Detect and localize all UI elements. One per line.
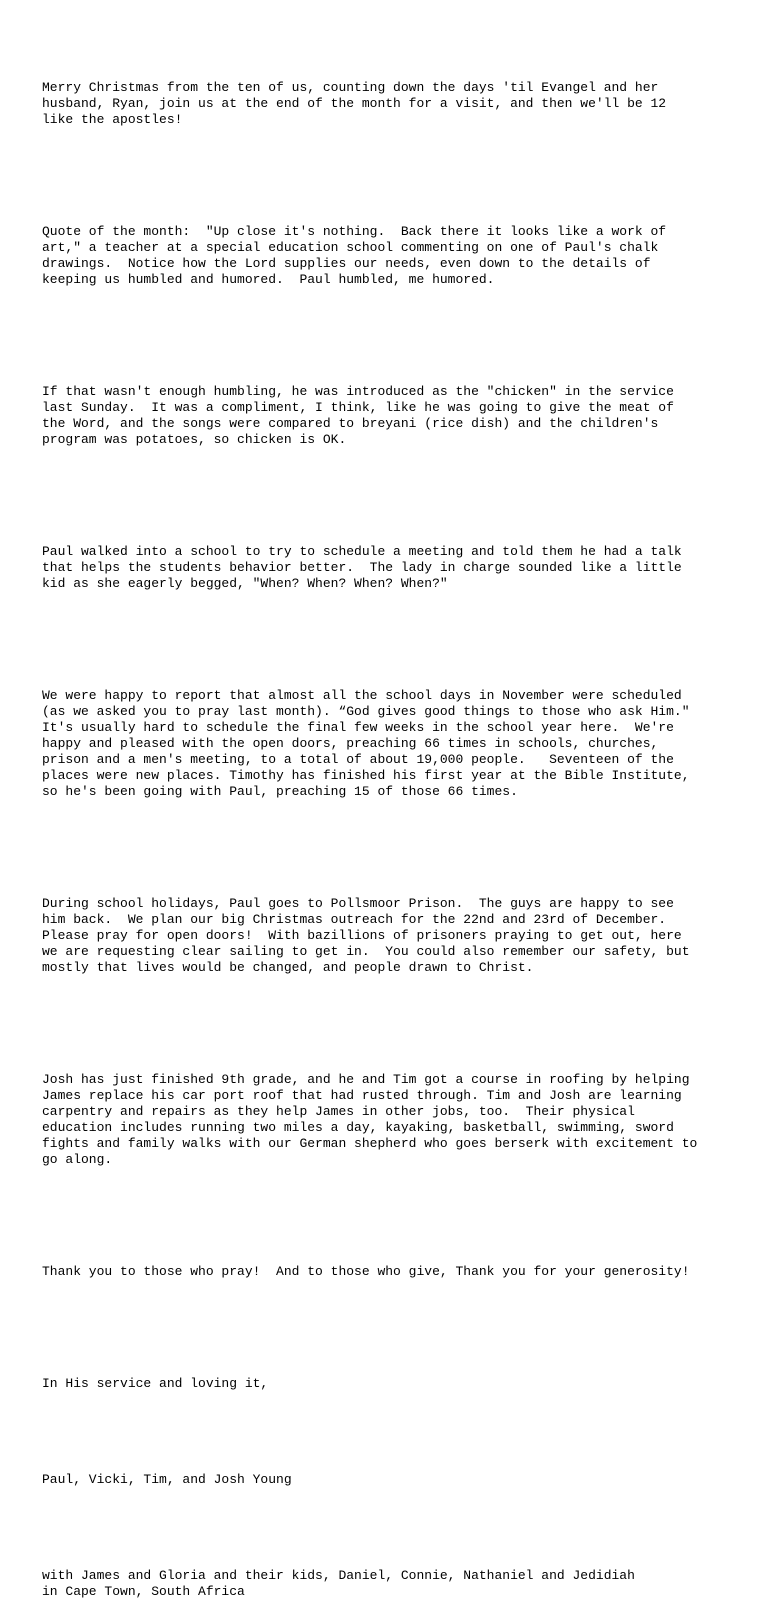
- postscript: with James and Gloria and their kids, Daniel, Connie, Nathaniel and Jedidiah in Cape Town, South Africa: [42, 1568, 635, 1599]
- closing-line: In His service and loving it,: [42, 1376, 269, 1391]
- signature: Paul, Vicki, Tim, and Josh Young: [42, 1472, 292, 1487]
- paragraph-prison: During school holidays, Paul goes to Pollsmoor Prison. The guys are happy to see him back. We plan our big Christmas outreach for the 22nd and 23rd of December. Please pray for open doors! With bazillions of prisoners praying to get out, here we are requesting clear sailing to get in. You could also remember our safety, but mostly that lives would be changed, and people drawn to Christ.: [42, 896, 690, 975]
- paragraph-school-talk: Paul walked into a school to try to schedule a meeting and told them he had a talk that helps the students behavior better. The lady in charge sounded like a little kid as she eagerly begged, "When? When? When? When?": [42, 544, 682, 591]
- paragraph-quote-of-month: Quote of the month: "Up close it's nothing. Back there it looks like a work of art," a teacher at a special education school commenting on one of Paul's chalk drawings. Notice how the Lord supplies our needs, even down to the details of keeping us humbled and humored. Paul humbled, me humored.: [42, 224, 667, 287]
- paragraph-chicken: If that wasn't enough humbling, he was introduced as the "chicken" in the service last Sunday. It was a compliment, I think, like he was going to give the meat of the Word, and the songs were compared to breyani (rice dish) and the children's program was potatoes, so chicken is OK.: [42, 384, 674, 447]
- paragraph-greeting: Merry Christmas from the ten of us, counting down the days 'til Evangel and her husband, Ryan, join us at the end of the month for a visit, and then we'll be 12 like the apostles!: [42, 80, 667, 127]
- paragraph-josh: Josh has just finished 9th grade, and he and Tim got a course in roofing by helping James replace his car port roof that had rusted through. Tim and Josh are learning carpentry and repairs as they help James in other jobs, too. Their physical education includes running two miles a day, kayaking, basketball, swimming, sword fights and family walks with our German shepherd who goes berserk with excitement to go along.: [42, 1072, 698, 1167]
- letter-body: [42, 48, 742, 1616]
- paragraph-thank-you: Thank you to those who pray! And to those who give, Thank you for your generosity!: [42, 1264, 690, 1279]
- paragraph-november-report: We were happy to report that almost all the school days in November were scheduled (as we asked you to pray last month). “God gives good things to those who ask Him.″ It's usually hard to schedule the final few weeks in the school year here. We're happy and pleased with the open doors, preaching 66 times in schools, churches, prison and a men's meeting, to a total of about 19,000 people. Seventeen of the places were new places. Timothy has finished his first year at the Bible Institute, so he's been going with Paul, preaching 15 of those 66 times.: [42, 688, 690, 799]
